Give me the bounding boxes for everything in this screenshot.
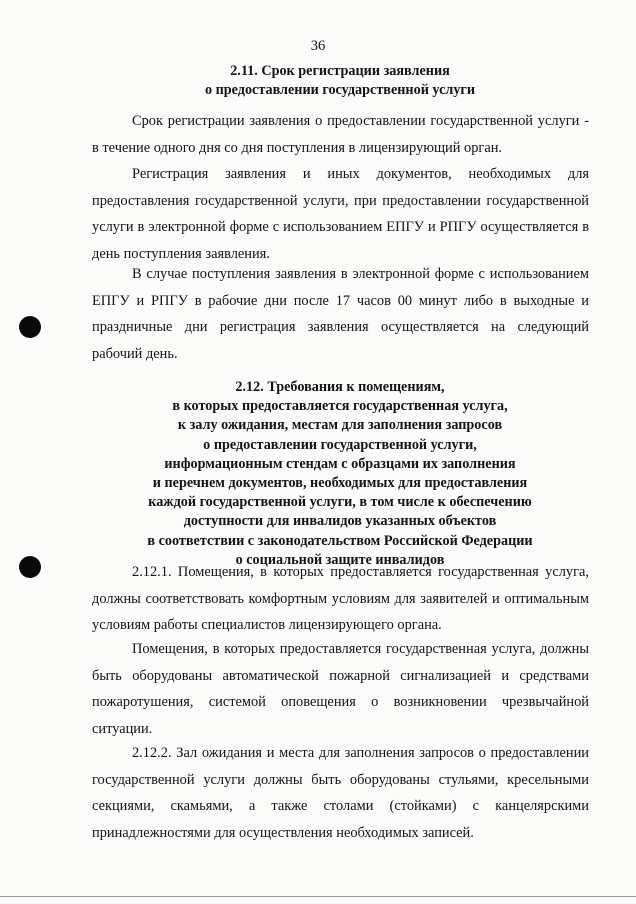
punch-hole-top xyxy=(19,316,41,338)
punch-hole-bottom xyxy=(19,556,41,578)
heading-line: в соответствии с законодательством Российской Федерации xyxy=(147,532,533,549)
paragraph-after-hours-registration: В случае поступления заявления в электронной форме с использованием ЕПГУ и РПГУ в рабочие дни после 17 часов 00 минут либо в выходные и праздничные дни регистрация заявления осуществляется на следующий рабочий день. xyxy=(92,266,589,362)
paragraph-fire-safety: Помещения, в которых предоставляется государственная услуга, должны быть оборудованы автоматической пожарной сигнализацией и средствами пожаротушения, системой оповещения о возникновении чрезвычайной ситуации. xyxy=(92,641,589,737)
heading-line: к залу ожидания, местам для заполнения запросов xyxy=(177,417,503,434)
heading-line: о предоставлении государственной услуги xyxy=(204,82,476,99)
heading-line: 2.11. Срок регистрации заявления xyxy=(230,63,450,79)
section-2-12-heading xyxy=(70,378,610,570)
page-number: 36 xyxy=(310,38,326,54)
heading-line: и перечнем документов, необходимых для предоставления xyxy=(152,475,528,492)
scan-edge-line xyxy=(0,896,636,897)
heading-line: о предоставлении государственной услуги, xyxy=(203,436,477,453)
paragraph-premises-requirements: 2.12.1. Помещения, в которых предоставляется государственная услуга, должны соответствовать комфортным условиям для заявителей и оптимальным условиям работы специалистов лицензирующего органа. xyxy=(92,564,589,633)
paragraph-electronic-registration: Регистрация заявления и иных документов, необходимых для предоставления государственной услуги, при предоставлении государственной услуги в электронной форме с использованием ЕПГУ и РПГУ осуществляется в день поступления заявления. xyxy=(92,166,589,262)
paragraph-waiting-hall: 2.12.2. Зал ожидания и места для заполнения запросов о предоставлении государственной услуги должны быть оборудованы стульями, кресельными секциями, скамьями, а также столами (стойками) с канцелярскими принадлежностями для осуществления необходимых записей. xyxy=(92,745,589,841)
heading-line: доступности для инвалидов указанных объектов xyxy=(183,513,497,530)
heading-line: 2.12. Требования к помещениям, xyxy=(235,379,445,395)
heading-line: о социальной защите инвалидов xyxy=(235,551,445,568)
heading-line: в которых предоставляется государственная услуга, xyxy=(172,398,508,415)
heading-line: информационным стендам с образцами их заполнения xyxy=(164,455,516,472)
paragraph-registration-term: Срок регистрации заявления о предоставлении государственной услуги - в течение одного дня со дня поступления в лицензирующий орган. xyxy=(92,113,589,156)
heading-line: каждой государственной услуги, в том числе к обеспечению xyxy=(148,494,532,511)
section-2-11-heading xyxy=(70,62,610,100)
